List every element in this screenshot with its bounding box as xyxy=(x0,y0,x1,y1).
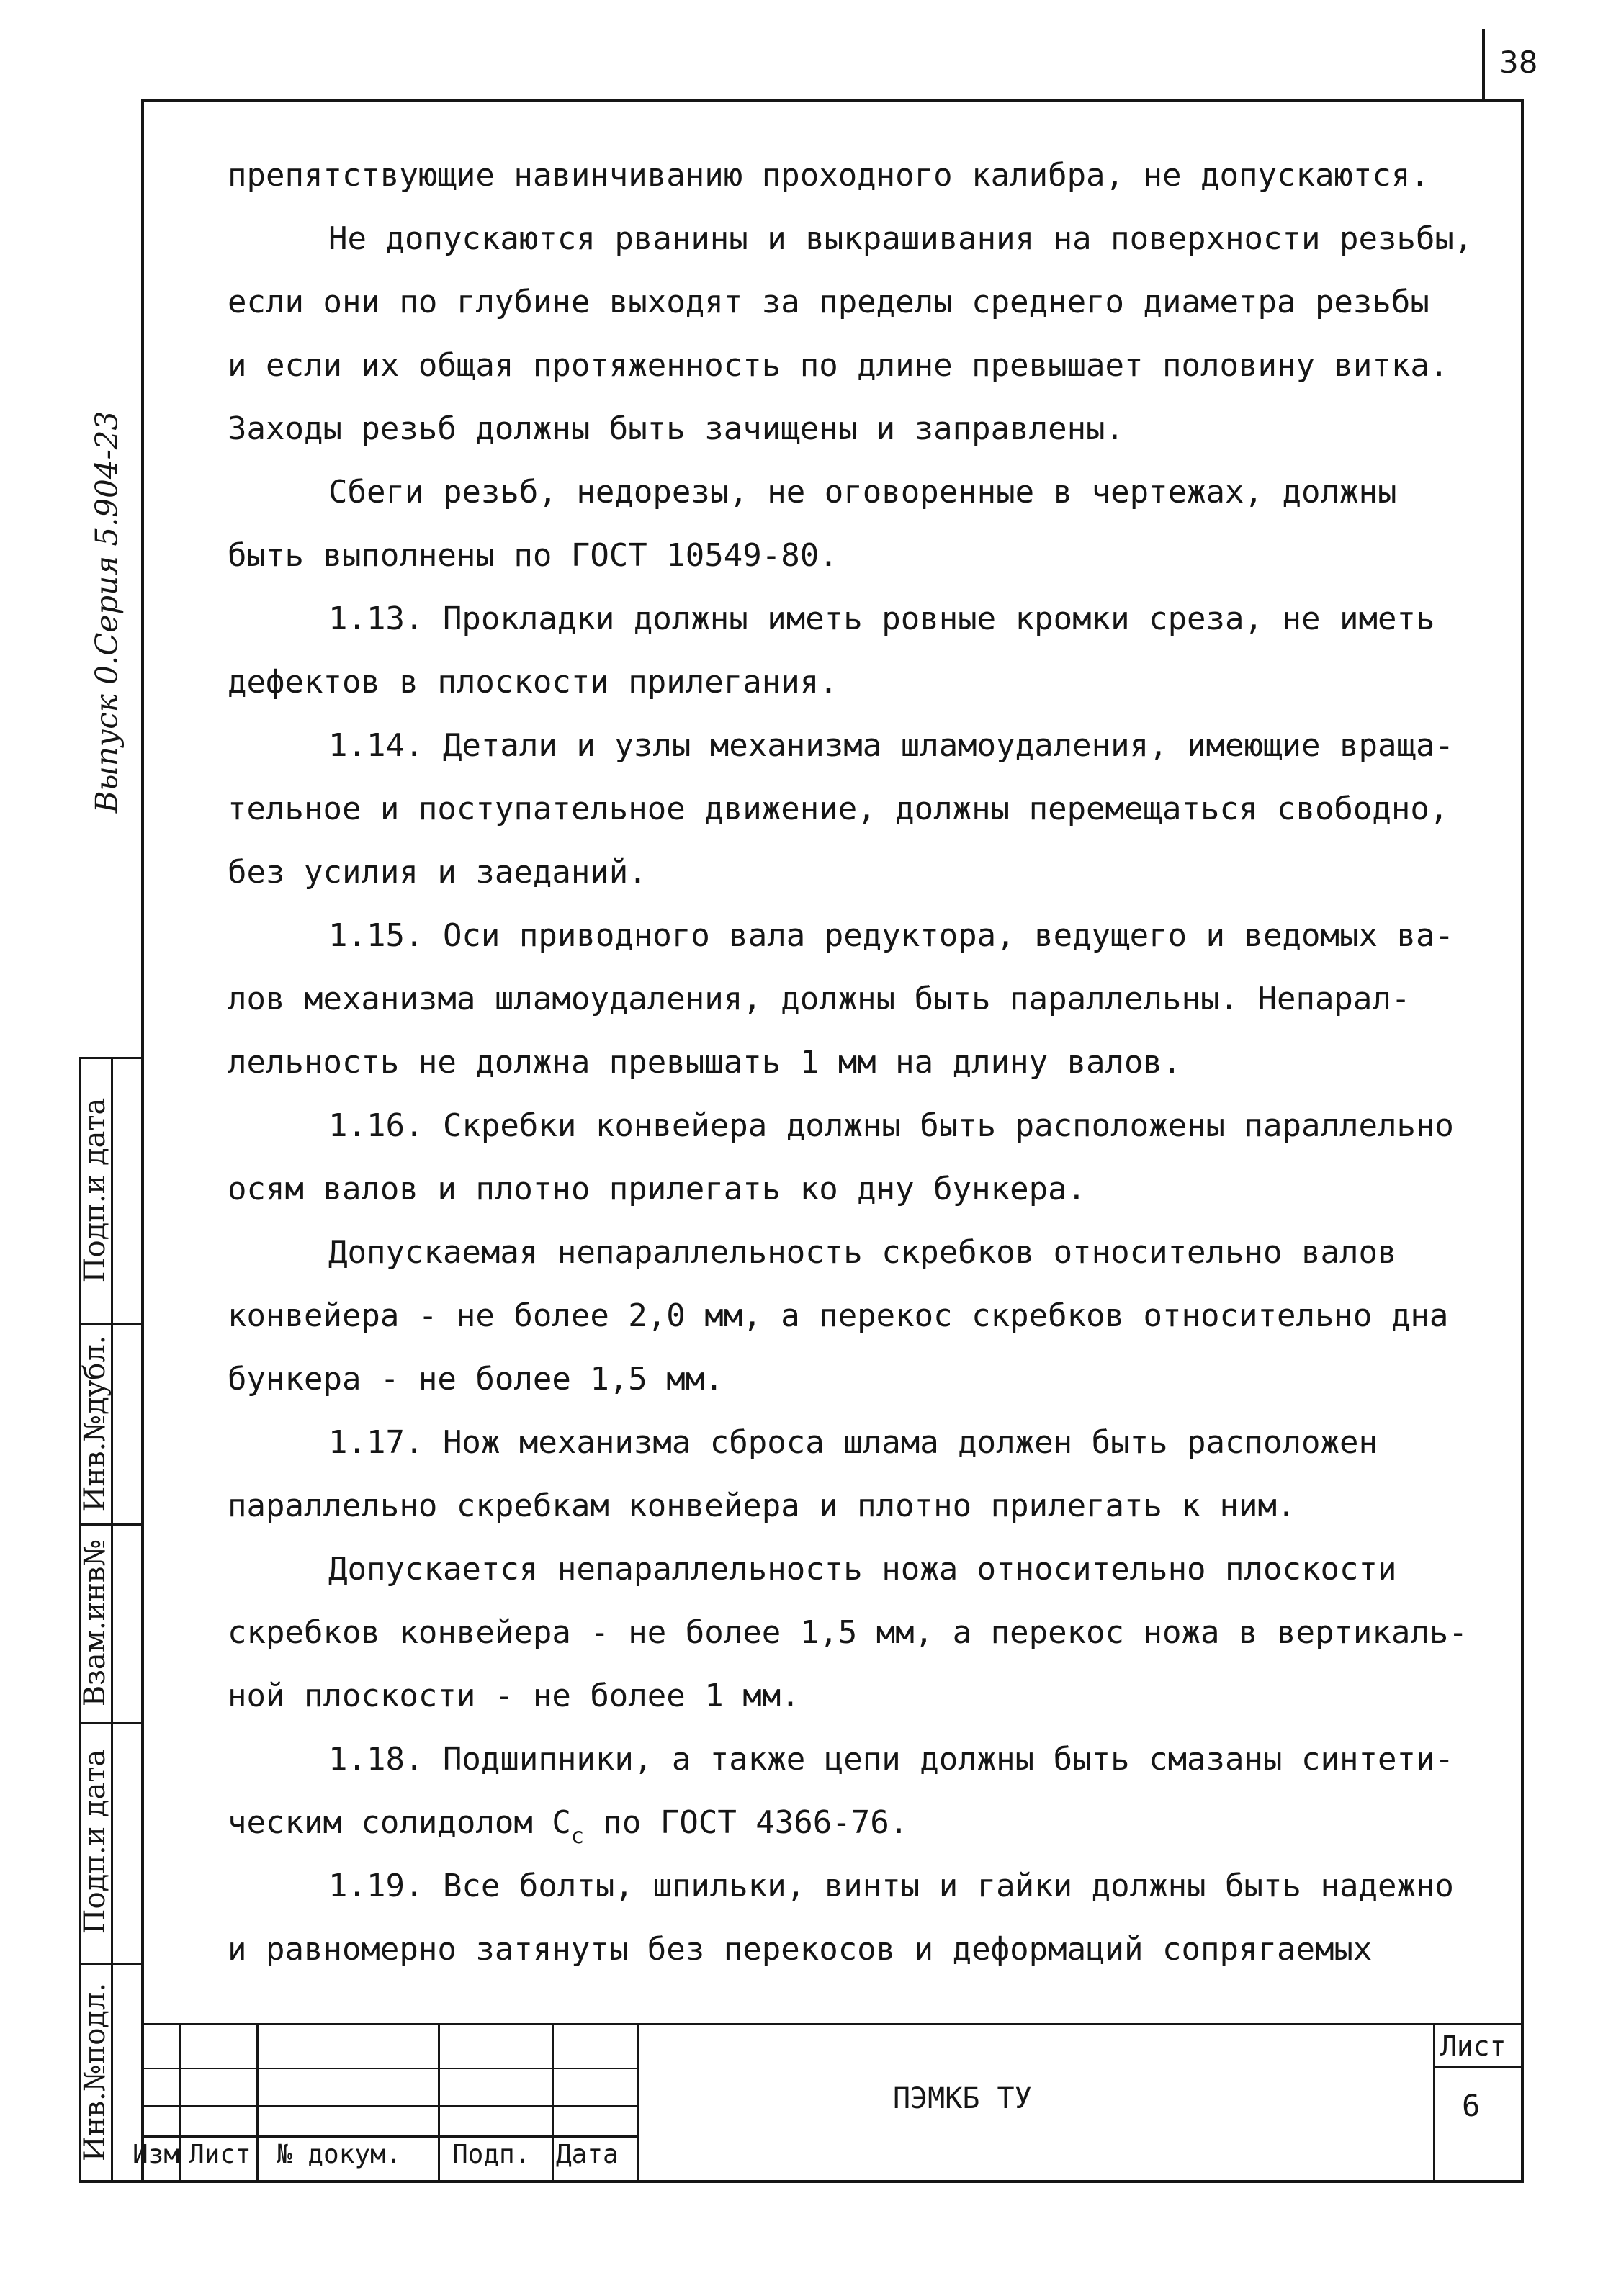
text-fragment: по ГОСТ 4366-76. xyxy=(583,1804,909,1841)
body-text xyxy=(228,144,1502,1981)
text-line: препятствующие навинчиванию проходного калибра, не допускаются. xyxy=(228,157,1429,194)
side-box-top xyxy=(79,1057,143,1059)
frame-bottom-border xyxy=(79,2180,1524,2183)
text-line: 1.15. Оси приводного вала редуктора, ведущего и ведомых ва- xyxy=(328,917,1454,954)
stamp-col-list: Лист xyxy=(189,2140,251,2169)
text-line: лельность не должна превышать 1 мм на длину валов. xyxy=(228,1044,1182,1081)
text-line: Заходы резьб должны быть зачищены и заправлены. xyxy=(228,410,1125,447)
text-line: 1.18. Подшипники, а также цепи должны быть смазаны синтети- xyxy=(328,1741,1454,1778)
text-line: и если их общая протяженность по длине превышает половину витка. xyxy=(228,347,1449,384)
side-box-sep xyxy=(79,1963,143,1965)
side-field-zam-inv: Взам.инв№ xyxy=(78,1539,112,1707)
stamp-row-line xyxy=(141,2135,638,2138)
stamp-col-line xyxy=(552,2023,554,2182)
text-line: и равномерно затянуты без перекосов и деформаций сопрягаемых xyxy=(228,1931,1373,1968)
text-line: 1.13. Прокладки должны иметь ровные кромки среза, не иметь xyxy=(328,600,1435,637)
text-line: параллельно скребкам конвейера и плотно прилегать к ним. xyxy=(228,1487,1296,1524)
stamp-sheet-label: Лист xyxy=(1440,2030,1507,2062)
frame-top-border xyxy=(141,99,1524,102)
side-box-sep xyxy=(79,1323,143,1325)
text-line: ной плоскости - не более 1 мм. xyxy=(228,1678,800,1714)
text-line: скребков конвейера - не более 1,5 мм, а перекос ножа в вертикаль- xyxy=(228,1614,1468,1651)
stamp-col-date: Дата xyxy=(556,2140,619,2169)
side-box-sep xyxy=(79,1722,143,1724)
stamp-col-doc: № докум. xyxy=(277,2140,402,2169)
frame-left-border xyxy=(141,99,144,2182)
text-line: Допускается непараллельность ножа относительно плоскости xyxy=(328,1551,1397,1588)
text-line: Не допускаются рванины и выкрашивания на поверхности резьбы, xyxy=(328,220,1473,257)
stamp-col-izm: Изм xyxy=(133,2140,180,2169)
stamp-designation: ПЭМКБ ТУ xyxy=(893,2082,1032,2115)
text-line: Сбеги резьб, недорезы, не оговоренные в чертежах, должны xyxy=(328,474,1397,510)
series-title: Выпуск 0.Серия 5.904-23 xyxy=(89,410,125,814)
stamp-col-sign: Подп. xyxy=(452,2140,531,2169)
subscript-c: с xyxy=(570,1824,584,1849)
text-line: тельное и поступательное движение, должны перемещаться свободно, xyxy=(228,791,1449,827)
text-line: осям валов и плотно прилегать ко дну бункера. xyxy=(228,1171,1087,1207)
text-line xyxy=(228,1791,1502,1855)
page-number: 38 xyxy=(1499,45,1538,80)
text-line: 1.16. Скребки конвейера должны быть расположены параллельно xyxy=(328,1107,1454,1144)
side-field-inv-podl: Инв.№подл. xyxy=(78,1982,112,2162)
stamp-sheet-sep xyxy=(1433,2066,1524,2068)
text-line: Допускаемая непараллельность скребков относительно валов xyxy=(328,1234,1397,1271)
frame-right-border xyxy=(1521,99,1524,2182)
text-line: бункера - не более 1,5 мм. xyxy=(228,1361,724,1397)
side-field-sign-date-2: Подп.и дата xyxy=(78,1097,112,1283)
stamp-col-line xyxy=(438,2023,440,2182)
stamp-col-line xyxy=(637,2023,639,2182)
text-line: лов механизма шламоудаления, должны быть параллельны. Непарал- xyxy=(228,981,1411,1017)
stamp-col-line xyxy=(1433,2023,1435,2182)
side-box-sep xyxy=(79,1523,143,1526)
text-line: быть выполнены по ГОСТ 10549-80. xyxy=(228,537,838,574)
text-line: дефектов в плоскости прилегания. xyxy=(228,664,838,701)
text-line: если они по глубине выходят за пределы среднего диаметра резьбы xyxy=(228,284,1429,320)
stamp-row-line xyxy=(141,2068,638,2069)
text-line: 1.17. Нож механизма сброса шлама должен быть расположен xyxy=(328,1424,1378,1461)
stamp-row-line xyxy=(141,2105,638,2107)
text-fragment: ческим солидолом С xyxy=(228,1804,571,1841)
page-number-divider xyxy=(1482,29,1485,101)
stamp-sheet-number: 6 xyxy=(1462,2088,1481,2123)
text-line: без усилия и заеданий. xyxy=(228,854,647,891)
side-field-sign-date: Подп.и дата xyxy=(78,1749,112,1935)
stamp-top-line xyxy=(141,2023,1524,2025)
text-line: 1.14. Детали и узлы механизма шламоудаления, имеющие враща- xyxy=(328,727,1454,764)
text-line: конвейера - не более 2,0 мм, а перекос скребков относительно дна xyxy=(228,1297,1449,1334)
side-field-inv-dubl: Инв.№дубл. xyxy=(78,1335,112,1512)
text-line: 1.19. Все болты, шпильки, винты и гайки должны быть надежно xyxy=(328,1868,1454,1904)
stamp-col-line xyxy=(256,2023,259,2182)
